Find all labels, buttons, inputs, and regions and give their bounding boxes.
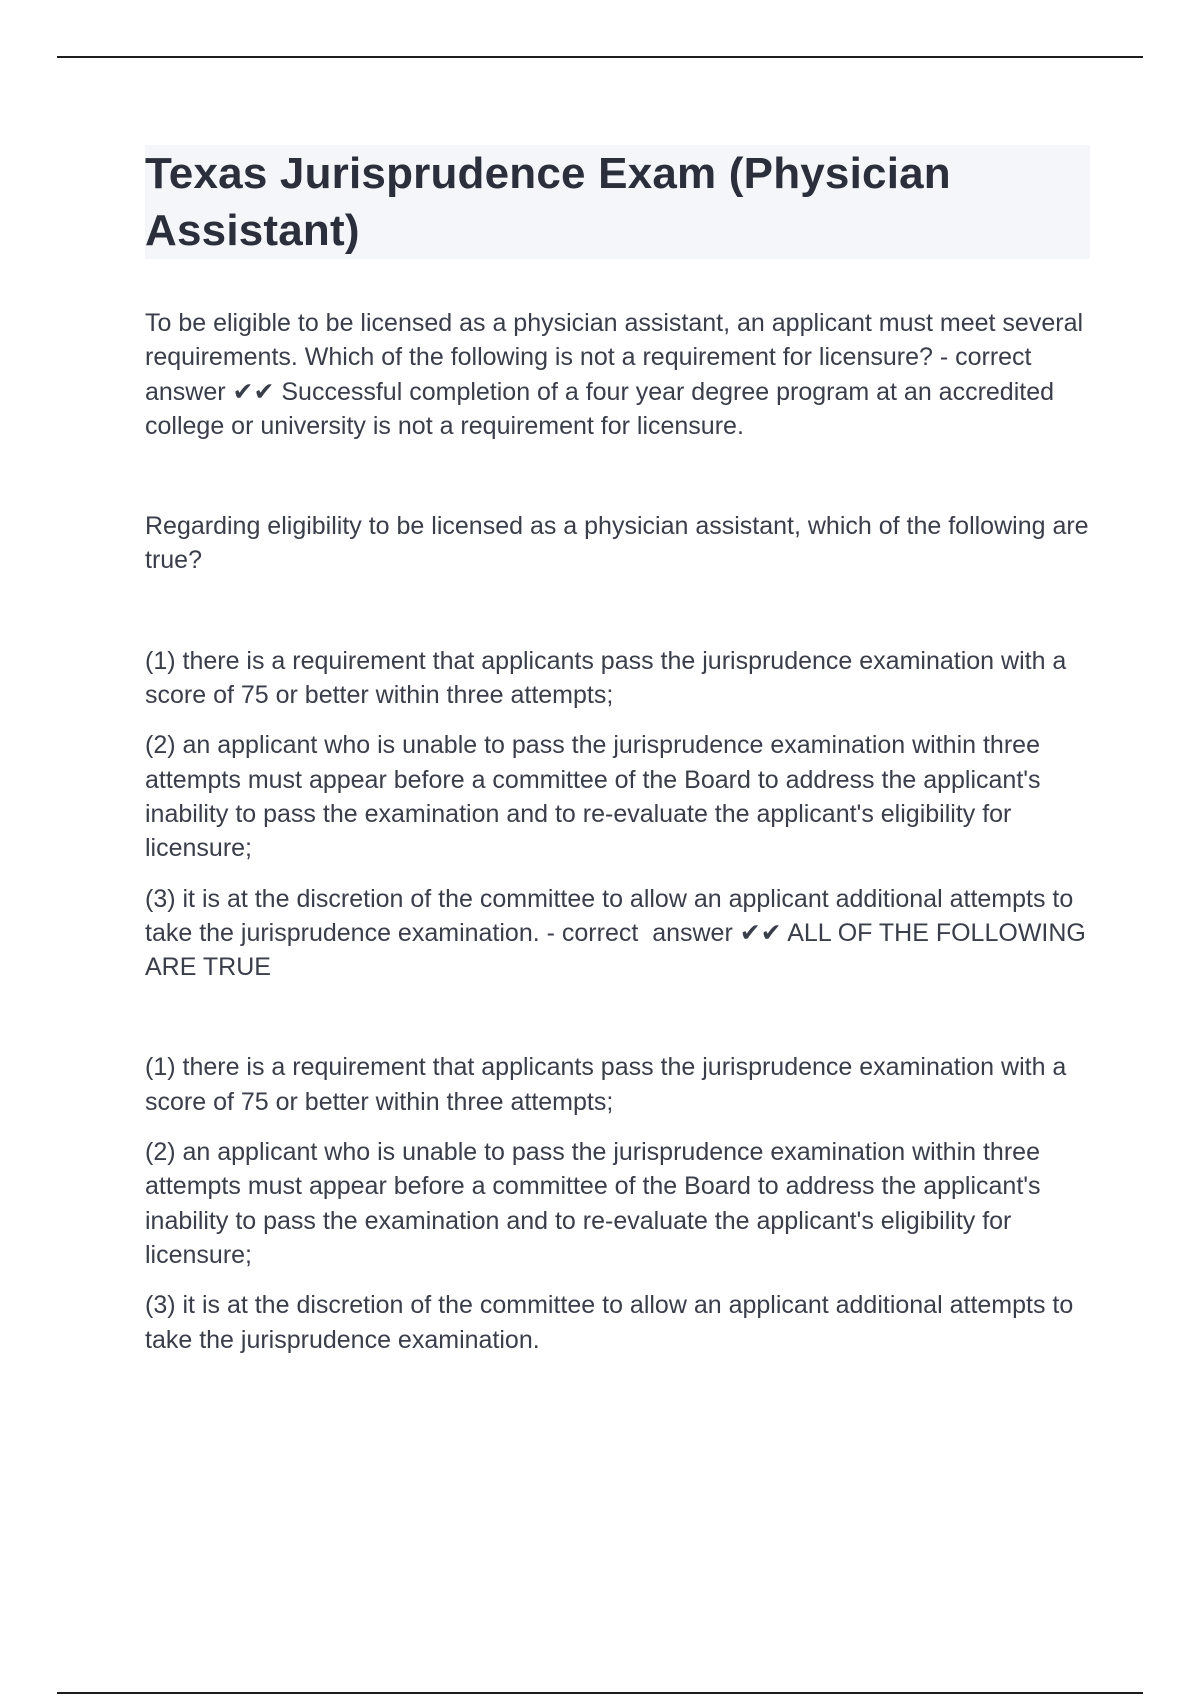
question-1-text: To be eligible to be licensed as a physician assistant, an applicant must meet several requirements. Which of the following is not a requirement for licensure? - correct answer ✔✔ Successful completion of a four year degree program at an accredited college or university is not a requirement for licensure. [145, 309, 1090, 440]
question-3-item-2: (2) an applicant who is unable to pass the jurisprudence examination within three attempts must appear before a committee of the Board to address the applicant's inability to pass the examination and to re-evaluate the applicant's eligibility for licensure; [145, 1138, 1041, 1269]
question-2-item-3: (3) it is at the discretion of the committee to allow an applicant additional attempts to take the jurisprudence examination. - correct answer ✔✔ ALL OF THE FOLLOWING ARE TRUE [145, 884, 1092, 982]
question-2-prompt: Regarding eligibility to be licensed as a physician assistant, which of the following are true? [145, 512, 1089, 575]
bottom-rule [57, 1692, 1143, 1694]
question-2-item-1: (1) there is a requirement that applicants pass the jurisprudence examination with a score of 75 or better within three attempts; [145, 646, 1067, 710]
question-2-item-2: (2) an applicant who is unable to pass the jurisprudence examination within three attempts must appear before a committee of the Board to address the applicant's inability to pass the examination and to re-evaluate the applicant's eligibility for licensure; [145, 731, 1041, 863]
question-3-item-1: (1) there is a requirement that applicants pass the jurisprudence examination with a score of 75 or better within three attempts; [145, 1053, 1067, 1116]
document-body [145, 145, 1090, 1357]
page-title: Texas Jurisprudence Exam (Physician Assistant) [145, 149, 951, 255]
top-rule [57, 56, 1143, 58]
question-3-item-3: (3) it is at the discretion of the committee to allow an applicant additional attempts to take the jurisprudence examination. [145, 1291, 1074, 1354]
title-banner [145, 145, 1090, 259]
